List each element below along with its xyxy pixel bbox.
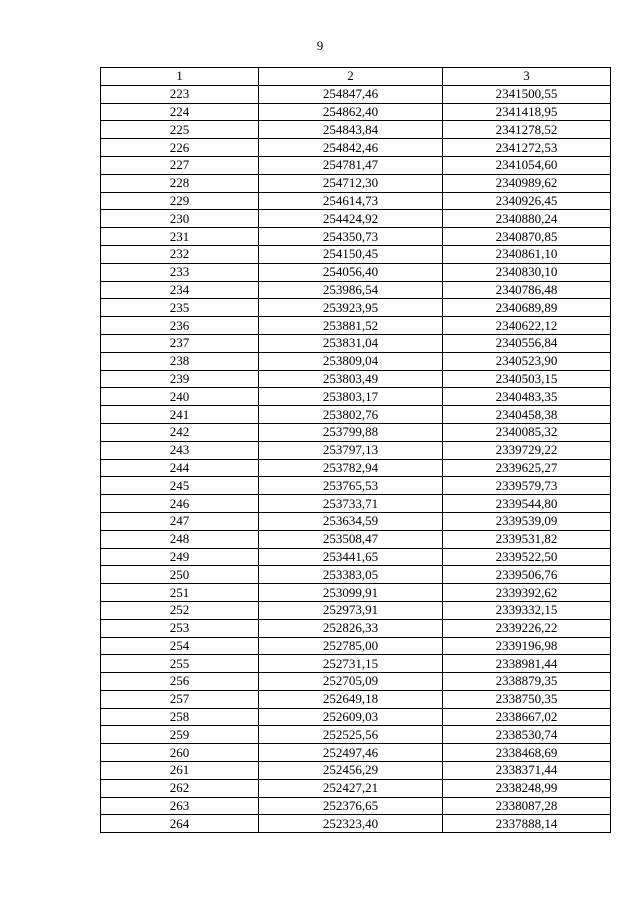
point-number-cell: 236 (101, 317, 259, 335)
y-coordinate-cell: 2341054,60 (443, 156, 611, 174)
x-coordinate-cell: 252456,29 (259, 762, 443, 780)
point-number-cell: 244 (101, 459, 259, 477)
point-number-cell: 253 (101, 619, 259, 637)
x-coordinate-cell: 252731,15 (259, 655, 443, 673)
y-coordinate-cell: 2339522,50 (443, 548, 611, 566)
y-coordinate-cell: 2339579,73 (443, 477, 611, 495)
point-number-cell: 264 (101, 815, 259, 833)
table-row (101, 299, 611, 317)
table-row (101, 156, 611, 174)
table-row (101, 601, 611, 619)
x-coordinate-cell: 252649,18 (259, 690, 443, 708)
x-coordinate-cell: 253441,65 (259, 548, 443, 566)
x-coordinate-cell: 253765,53 (259, 477, 443, 495)
table-row (101, 655, 611, 673)
table-row (101, 139, 611, 157)
table-row (101, 708, 611, 726)
table-row (101, 744, 611, 762)
x-coordinate-cell: 252785,00 (259, 637, 443, 655)
point-number-cell: 240 (101, 388, 259, 406)
point-number-cell: 247 (101, 512, 259, 530)
point-number-cell: 255 (101, 655, 259, 673)
table-row (101, 441, 611, 459)
table-row (101, 495, 611, 513)
x-coordinate-cell: 254843,84 (259, 121, 443, 139)
y-coordinate-cell: 2339544,80 (443, 495, 611, 513)
table-row (101, 530, 611, 548)
table-row (101, 726, 611, 744)
table-row (101, 566, 611, 584)
x-coordinate-cell: 253809,04 (259, 352, 443, 370)
x-coordinate-cell: 252497,46 (259, 744, 443, 762)
x-coordinate-cell: 253986,54 (259, 281, 443, 299)
x-coordinate-cell: 252376,65 (259, 797, 443, 815)
x-coordinate-cell: 254842,46 (259, 139, 443, 157)
y-coordinate-cell: 2339531,82 (443, 530, 611, 548)
y-coordinate-cell: 2340870,85 (443, 228, 611, 246)
y-coordinate-cell: 2340830,10 (443, 263, 611, 281)
y-coordinate-cell: 2338530,74 (443, 726, 611, 744)
point-number-cell: 260 (101, 744, 259, 762)
point-number-cell: 242 (101, 423, 259, 441)
y-coordinate-cell: 2338667,02 (443, 708, 611, 726)
y-coordinate-cell: 2340926,45 (443, 192, 611, 210)
x-coordinate-cell: 253508,47 (259, 530, 443, 548)
x-coordinate-cell: 252705,09 (259, 673, 443, 691)
table-row (101, 406, 611, 424)
y-coordinate-cell: 2340483,35 (443, 388, 611, 406)
y-coordinate-cell: 2339625,27 (443, 459, 611, 477)
table-row (101, 779, 611, 797)
y-coordinate-cell: 2339226,22 (443, 619, 611, 637)
y-coordinate-cell: 2340880,24 (443, 210, 611, 228)
table-row (101, 121, 611, 139)
point-number-cell: 258 (101, 708, 259, 726)
table-row (101, 85, 611, 103)
point-number-cell: 235 (101, 299, 259, 317)
point-number-cell: 248 (101, 530, 259, 548)
y-coordinate-cell: 2340503,15 (443, 370, 611, 388)
x-coordinate-cell: 253803,49 (259, 370, 443, 388)
x-coordinate-cell: 253782,94 (259, 459, 443, 477)
x-coordinate-cell: 254350,73 (259, 228, 443, 246)
y-coordinate-cell: 2340689,89 (443, 299, 611, 317)
x-coordinate-cell: 252525,56 (259, 726, 443, 744)
point-number-cell: 254 (101, 637, 259, 655)
point-number-cell: 238 (101, 352, 259, 370)
point-number-cell: 229 (101, 192, 259, 210)
x-coordinate-cell: 254862,40 (259, 103, 443, 121)
table-row (101, 673, 611, 691)
point-number-cell: 257 (101, 690, 259, 708)
x-coordinate-cell: 252323,40 (259, 815, 443, 833)
table-row (101, 388, 611, 406)
table-row (101, 797, 611, 815)
point-number-cell: 223 (101, 85, 259, 103)
x-coordinate-cell: 253099,91 (259, 584, 443, 602)
y-coordinate-cell: 2338371,44 (443, 762, 611, 780)
point-number-cell: 249 (101, 548, 259, 566)
y-coordinate-cell: 2340786,48 (443, 281, 611, 299)
point-number-cell: 252 (101, 601, 259, 619)
point-number-cell: 261 (101, 762, 259, 780)
y-coordinate-cell: 2337888,14 (443, 815, 611, 833)
table-row (101, 459, 611, 477)
table-header (101, 68, 611, 86)
x-coordinate-cell: 254614,73 (259, 192, 443, 210)
point-number-cell: 230 (101, 210, 259, 228)
table-row (101, 334, 611, 352)
y-coordinate-cell: 2340861,10 (443, 245, 611, 263)
table-row (101, 548, 611, 566)
table-row (101, 690, 611, 708)
y-coordinate-cell: 2339332,15 (443, 601, 611, 619)
table-row (101, 477, 611, 495)
y-coordinate-cell: 2340556,84 (443, 334, 611, 352)
point-number-cell: 231 (101, 228, 259, 246)
table-row (101, 637, 611, 655)
column-header-3: 3 (443, 68, 611, 86)
table-row (101, 263, 611, 281)
y-coordinate-cell: 2341500,55 (443, 85, 611, 103)
y-coordinate-cell: 2340523,90 (443, 352, 611, 370)
point-number-cell: 237 (101, 334, 259, 352)
point-number-cell: 234 (101, 281, 259, 299)
y-coordinate-cell: 2339392,62 (443, 584, 611, 602)
point-number-cell: 227 (101, 156, 259, 174)
table-row (101, 317, 611, 335)
x-coordinate-cell: 254712,30 (259, 174, 443, 192)
x-coordinate-cell: 253733,71 (259, 495, 443, 513)
y-coordinate-cell: 2339196,98 (443, 637, 611, 655)
y-coordinate-cell: 2339506,76 (443, 566, 611, 584)
point-number-cell: 224 (101, 103, 259, 121)
y-coordinate-cell: 2338248,99 (443, 779, 611, 797)
table-row (101, 192, 611, 210)
y-coordinate-cell: 2338879,35 (443, 673, 611, 691)
point-number-cell: 241 (101, 406, 259, 424)
y-coordinate-cell: 2339539,09 (443, 512, 611, 530)
x-coordinate-cell: 253803,17 (259, 388, 443, 406)
table-row (101, 815, 611, 833)
y-coordinate-cell: 2339729,22 (443, 441, 611, 459)
table-row (101, 352, 611, 370)
point-number-cell: 245 (101, 477, 259, 495)
x-coordinate-cell: 253799,88 (259, 423, 443, 441)
x-coordinate-cell: 253802,76 (259, 406, 443, 424)
point-number-cell: 233 (101, 263, 259, 281)
point-number-cell: 225 (101, 121, 259, 139)
table-row (101, 228, 611, 246)
header-row (101, 68, 611, 86)
y-coordinate-cell: 2340622,12 (443, 317, 611, 335)
y-coordinate-cell: 2340458,38 (443, 406, 611, 424)
y-coordinate-cell: 2340085,32 (443, 423, 611, 441)
x-coordinate-cell: 253383,05 (259, 566, 443, 584)
coordinates-table (100, 67, 611, 833)
column-header-2: 2 (259, 68, 443, 86)
y-coordinate-cell: 2341278,52 (443, 121, 611, 139)
point-number-cell: 259 (101, 726, 259, 744)
table-row (101, 174, 611, 192)
point-number-cell: 232 (101, 245, 259, 263)
y-coordinate-cell: 2338087,28 (443, 797, 611, 815)
table-row (101, 370, 611, 388)
x-coordinate-cell: 253923,95 (259, 299, 443, 317)
table-row (101, 281, 611, 299)
table-row (101, 245, 611, 263)
point-number-cell: 256 (101, 673, 259, 691)
page-number: 9 (316, 38, 324, 53)
x-coordinate-cell: 252427,21 (259, 779, 443, 797)
table-body (101, 85, 611, 832)
point-number-cell: 262 (101, 779, 259, 797)
x-coordinate-cell: 254056,40 (259, 263, 443, 281)
x-coordinate-cell: 253881,52 (259, 317, 443, 335)
point-number-cell: 239 (101, 370, 259, 388)
point-number-cell: 228 (101, 174, 259, 192)
x-coordinate-cell: 254847,46 (259, 85, 443, 103)
x-coordinate-cell: 254150,45 (259, 245, 443, 263)
table-row (101, 210, 611, 228)
point-number-cell: 226 (101, 139, 259, 157)
y-coordinate-cell: 2338468,69 (443, 744, 611, 762)
point-number-cell: 263 (101, 797, 259, 815)
table-row (101, 762, 611, 780)
x-coordinate-cell: 252609,03 (259, 708, 443, 726)
point-number-cell: 251 (101, 584, 259, 602)
table-row (101, 103, 611, 121)
table-row (101, 423, 611, 441)
y-coordinate-cell: 2341418,95 (443, 103, 611, 121)
x-coordinate-cell: 254424,92 (259, 210, 443, 228)
x-coordinate-cell: 253634,59 (259, 512, 443, 530)
y-coordinate-cell: 2338750,35 (443, 690, 611, 708)
table-row (101, 619, 611, 637)
table-row (101, 584, 611, 602)
x-coordinate-cell: 253797,13 (259, 441, 443, 459)
x-coordinate-cell: 254781,47 (259, 156, 443, 174)
point-number-cell: 246 (101, 495, 259, 513)
y-coordinate-cell: 2338981,44 (443, 655, 611, 673)
y-coordinate-cell: 2340989,62 (443, 174, 611, 192)
point-number-cell: 243 (101, 441, 259, 459)
y-coordinate-cell: 2341272,53 (443, 139, 611, 157)
x-coordinate-cell: 252826,33 (259, 619, 443, 637)
x-coordinate-cell: 253831,04 (259, 334, 443, 352)
x-coordinate-cell: 252973,91 (259, 601, 443, 619)
point-number-cell: 250 (101, 566, 259, 584)
column-header-1: 1 (101, 68, 259, 86)
table-row (101, 512, 611, 530)
